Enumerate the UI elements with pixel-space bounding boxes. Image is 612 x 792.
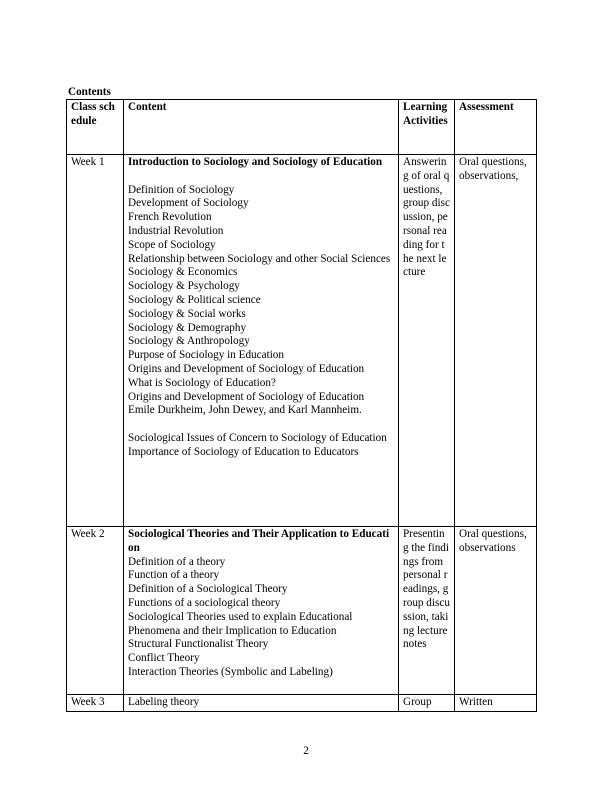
course-schedule-table [66, 99, 537, 712]
header-class-schedule: Class schedule [67, 100, 124, 155]
assessment-cell: Oral questions, observations [455, 527, 537, 695]
header-learning-activities: Learning Activities [399, 100, 455, 155]
topic-item: Functions of a sociological theory [128, 596, 281, 609]
learning-activities-cell: Answering of oral questions, group discussion, personal reading for the next lecture [399, 155, 455, 527]
learning-activities-cell: Presenting the findings from personal readings, group discussion, taking lecture notes [399, 527, 455, 695]
spacer [128, 418, 394, 432]
page-number: 2 [303, 745, 309, 757]
week-cell: Week 1 [67, 155, 124, 527]
table-row-week-3 [67, 695, 537, 712]
topic-item: Sociology & Psychology [128, 280, 240, 293]
assessment-cell: Written [455, 695, 537, 712]
topic-item: Structural Functionalist Theory [128, 638, 269, 651]
topic-title: Sociological Theories and Their Application to Education [128, 528, 390, 554]
topic-item: Definition of a theory [128, 555, 226, 568]
content-cell [124, 155, 399, 527]
topic-item: Industrial Revolution [128, 224, 224, 237]
topic-item: Development of Sociology [128, 197, 249, 210]
table-row-week-1 [67, 155, 537, 527]
topic-item: Importance of Sociology of Education to Educators [128, 445, 359, 458]
topic-item: Scope of Sociology [128, 238, 216, 251]
topic-item: Labeling theory [128, 696, 200, 708]
topic-item: Sociological Issues of Concern to Sociology of Education [128, 431, 387, 444]
topic-item: What is Sociology of Education? [128, 376, 276, 389]
topic-item: Sociology & Anthropology [128, 335, 250, 348]
table-header-row [67, 100, 537, 155]
topic-item: Sociology & Political science [128, 293, 261, 306]
content-cell [124, 527, 399, 695]
topic-item: Origins and Development of Sociology of Education [128, 390, 365, 403]
topic-item: Definition of a Sociological Theory [128, 583, 288, 596]
topic-item: Relationship between Sociology and other Social Sciences [128, 252, 391, 265]
topic-item: Function of a theory [128, 569, 220, 582]
topic-item: French Revolution [128, 211, 212, 224]
content-cell [124, 695, 399, 712]
topic-item: Sociology & Demography [128, 321, 247, 334]
contents-heading: Contents [68, 86, 111, 98]
learning-activities-cell: Group [399, 695, 455, 712]
topic-item: Sociology & Social works [128, 307, 246, 320]
header-content: Content [124, 100, 399, 155]
topic-item: Emile Durkheim, John Dewey, and Karl Mannheim. [128, 404, 362, 417]
topic-item: Sociology & Economics [128, 266, 238, 279]
topic-title: Introduction to Sociology and Sociology of Education [128, 156, 383, 168]
table-row-week-2 [67, 527, 537, 695]
assessment-cell: Oral questions, observations, [455, 155, 537, 527]
topic-item: Origins and Development of Sociology of Education [128, 362, 365, 375]
week-cell: Week 3 [67, 695, 124, 712]
topic-item: Definition of Sociology [128, 183, 235, 196]
topic-item: Interaction Theories (Symbolic and Labeling) [128, 665, 333, 678]
header-assessment: Assessment [455, 100, 537, 155]
week-cell: Week 2 [67, 527, 124, 695]
topic-item: Sociological Theories used to explain Educational Phenomena and their Implication to Education [128, 610, 353, 637]
spacer [128, 170, 394, 184]
topic-item: Purpose of Sociology in Education [128, 349, 284, 362]
topic-item: Conflict Theory [128, 652, 200, 665]
